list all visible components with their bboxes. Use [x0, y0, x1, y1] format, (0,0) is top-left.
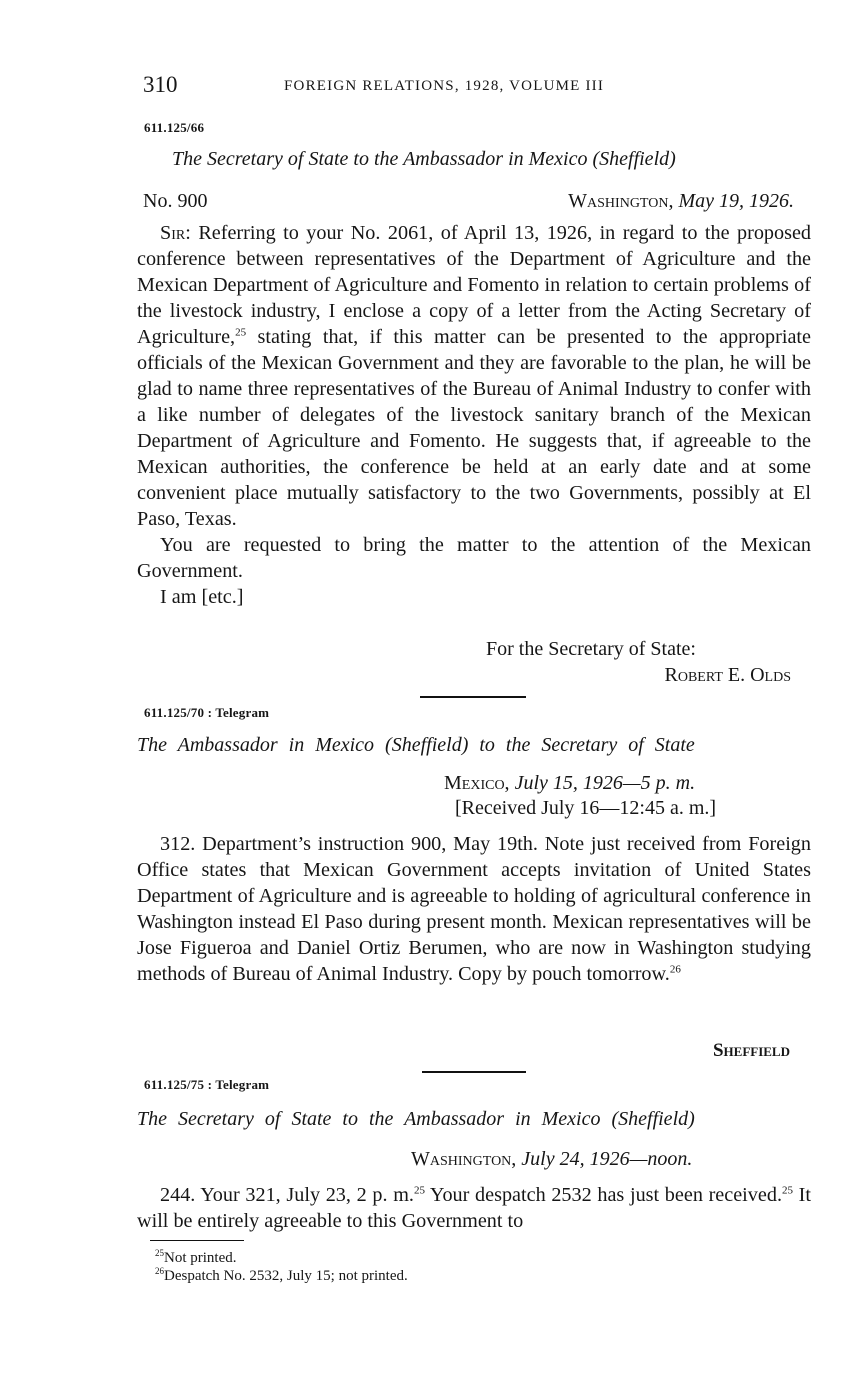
signer: Sheffield: [712, 1040, 790, 1061]
page-number: 310: [143, 72, 178, 97]
dateline: [444, 772, 695, 795]
footnote-marker: 25: [155, 1248, 164, 1258]
paragraph-continued: It will be entirely agreeable to this Government to: [137, 1184, 812, 1232]
document-title: The Ambassador in Mexico (Sheffield) to the Secretary of State: [137, 734, 695, 756]
signer: Robert E. Olds: [664, 664, 791, 686]
file-number: 611.125/75 : Telegram: [144, 1077, 270, 1092]
paragraph: 312. Department’s instruction 900, May 19th. Note just received from Foreign Office states that Mexican Government accepts invitation of United States Department of Agriculture and is agreeable to holding of agricultural conference in Washington instead El Paso during present month. Mexican representatives will be Jose Figueroa and Daniel Ortiz Berumen, who are now in Washington studying methods of Bureau of Animal Industry. Copy by pouch tomorrow.: [137, 833, 811, 985]
dateline: [568, 190, 794, 213]
date: May 19, 1926.: [678, 190, 794, 212]
file-number: 611.125/70 : Telegram: [144, 705, 270, 720]
footnote-marker: 26: [669, 963, 681, 976]
signature-line: For the Secretary of State:: [486, 638, 696, 660]
footnote-rule: [150, 1240, 244, 1241]
footnote-text: Not printed.: [164, 1250, 237, 1266]
place: Washington,: [411, 1148, 517, 1170]
footnote: [155, 1250, 237, 1267]
file-number: 611.125/66: [144, 120, 205, 135]
telegram-body: [137, 1182, 811, 1234]
date: July 24, 1926—noon.: [521, 1148, 693, 1170]
letter-body: [137, 220, 811, 610]
footnote-marker: 25: [235, 326, 247, 339]
place: Mexico,: [444, 772, 510, 794]
footnote-marker: 25: [782, 1184, 793, 1197]
paragraph: Referring to your No. 2061, of April 13, 1926, in regard to the proposed conference between representatives of the Department of Agriculture and the Mexican Department of Agriculture and Fomento in relation to certain problems of the livestock industry, I enclose a copy of a letter from the Acting Secretary of Agriculture,: [137, 222, 812, 348]
dateline: [411, 1148, 692, 1171]
document-title: The Secretary of State to the Ambassador in Mexico (Sheffield): [137, 1108, 695, 1130]
paragraph-continued: stating that, if this matter can be presented to the appropriate officials of the Mexican Government and they are favorable to the plan, he will be glad to name three representatives of the Bureau of Animal Industry to confer with a like number of delegates of the livestock sanitary branch of the Mexican Department of Agriculture and Fomento. He suggests that, if agreeable to the Mexican authorities, the conference be held at an early date and at some convenient place mutually satisfactory to the two Governments, possibly at El Paso, Texas.: [137, 326, 811, 530]
paragraph-continued: Your despatch 2532 has just been received.: [424, 1184, 782, 1206]
date: July 15, 1926—5 p. m.: [514, 772, 696, 794]
place: Washington,: [568, 190, 674, 212]
footnote-marker: 26: [155, 1266, 164, 1276]
footnote-text: Despatch No. 2532, July 15; not printed.: [164, 1268, 408, 1284]
footnote-marker: 25: [413, 1184, 425, 1197]
salutation: Sir:: [160, 222, 191, 244]
instruction-number: No. 900: [143, 190, 208, 212]
section-divider: [422, 1071, 526, 1073]
document-title: The Secretary of State to the Ambassador in Mexico (Sheffield): [172, 148, 676, 170]
paragraph: You are requested to bring the matter to the attention of the Mexican Government.: [137, 534, 811, 582]
received-note: [Received July 16—12:45 a. m.]: [455, 797, 717, 819]
telegram-body: [137, 831, 811, 987]
footnote: [155, 1268, 408, 1285]
complimentary-close: I am [etc.]: [160, 586, 244, 608]
paragraph: 244. Your 321, July 23, 2 p. m.: [160, 1184, 414, 1206]
section-divider: [420, 696, 526, 698]
running-title: FOREIGN RELATIONS, 1928, VOLUME III: [284, 78, 605, 94]
